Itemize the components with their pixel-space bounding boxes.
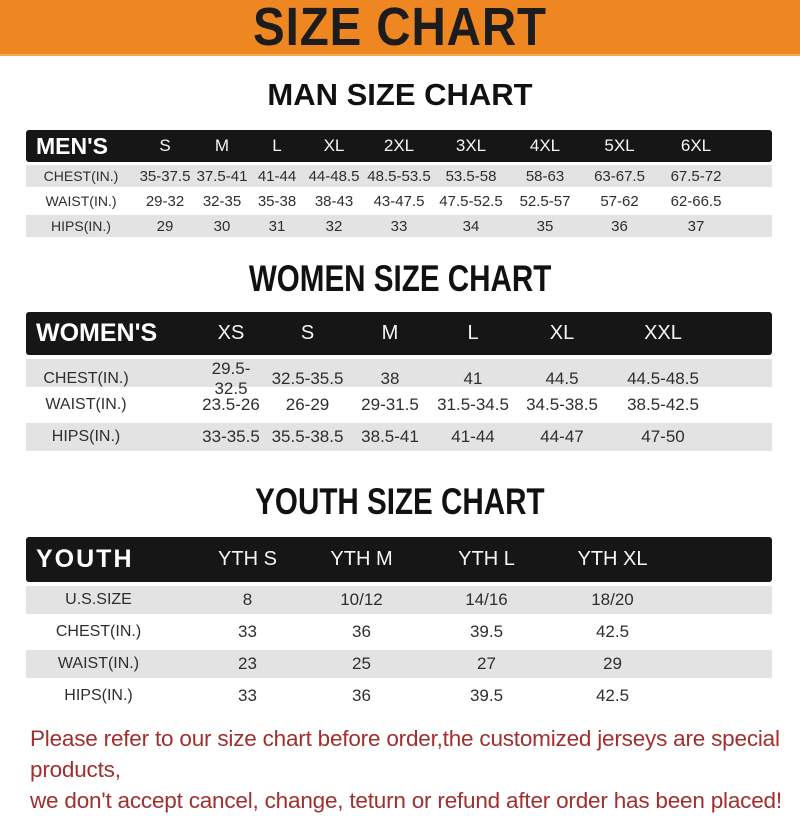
row-label: WAIST(IN.) <box>45 395 127 413</box>
footer-note-line2: we don't accept cancel, change, teturn or refund after order has been placed! <box>30 787 782 813</box>
row-value: 32.5-35.5 <box>271 368 344 388</box>
column-header: S <box>300 321 315 344</box>
table-header-label: MEN'S <box>36 132 108 159</box>
row-value: 25 <box>352 653 371 673</box>
women-size-table <box>26 312 772 451</box>
row-value: 29.5-32.5 <box>211 358 251 398</box>
row-value: 27 <box>477 653 496 673</box>
row-label: CHEST(IN.) <box>43 369 129 387</box>
column-header: 4XL <box>529 136 561 155</box>
youth-size-table <box>26 537 772 710</box>
table-row <box>26 423 772 451</box>
row-value: 34.5-38.5 <box>526 394 598 414</box>
row-value: 48.5-53.5 <box>367 167 431 185</box>
column-header: 3XL <box>455 136 487 155</box>
row-value: 41-44 <box>451 426 495 446</box>
row-value: 32-35 <box>202 192 242 210</box>
row-value: 47.5-52.5 <box>439 192 503 210</box>
row-value: 43-47.5 <box>373 192 425 210</box>
size-chart-banner <box>0 0 800 56</box>
row-value: 41-44 <box>257 167 297 185</box>
men-section-heading-text: MAN SIZE CHART <box>267 77 533 112</box>
column-header: YTH XL <box>577 547 648 570</box>
column-header: L <box>467 321 479 344</box>
footer-note <box>30 723 800 816</box>
row-value: 29 <box>156 217 174 235</box>
row-value: 62-66.5 <box>670 192 722 210</box>
row-value: 67.5-72 <box>670 167 722 185</box>
row-value: 39.5 <box>469 621 504 641</box>
row-value: 26-29 <box>285 394 330 414</box>
row-value: 37.5-41 <box>196 167 248 185</box>
youth-table-header-row <box>26 537 772 582</box>
row-label: U.S.SIZE <box>65 590 132 608</box>
row-value: 33 <box>238 621 257 641</box>
men-table-header-row <box>26 130 772 162</box>
column-header: YTH M <box>330 547 393 570</box>
row-value: 44-47 <box>540 426 584 446</box>
row-value: 36 <box>611 217 628 235</box>
row-value: 42.5 <box>595 621 630 641</box>
column-header: XL <box>323 136 345 155</box>
column-header: M <box>381 321 399 344</box>
row-value: 14/16 <box>465 589 508 609</box>
row-value: 44-48.5 <box>308 167 360 185</box>
footer-note-line1: Please refer to our size chart before order,the customized jerseys are special products, <box>30 725 780 782</box>
row-value: 29 <box>603 653 622 673</box>
row-label: HIPS(IN.) <box>51 427 121 445</box>
row-value: 41 <box>463 368 483 388</box>
table-row <box>26 586 772 614</box>
column-header: XS <box>217 321 245 344</box>
column-header: M <box>214 136 230 155</box>
row-value: 44.5 <box>545 368 579 388</box>
row-value: 30 <box>213 217 231 235</box>
row-value: 23.5-26 <box>202 394 260 414</box>
youth-table-body <box>26 586 772 710</box>
row-value: 35-37.5 <box>139 167 191 185</box>
men-table-body <box>26 165 772 237</box>
row-value: 44.5-48.5 <box>627 368 699 388</box>
row-value: 57-62 <box>600 192 639 210</box>
table-row <box>26 358 772 398</box>
row-label: HIPS(IN.) <box>51 218 111 234</box>
row-value: 52.5-57 <box>519 192 571 210</box>
table-row <box>26 391 772 419</box>
row-label: CHEST(IN.) <box>55 622 142 640</box>
banner-title: SIZE CHART <box>253 0 547 57</box>
row-value: 18/20 <box>591 589 634 609</box>
youth-section-heading-text: YOUTH SIZE CHART <box>255 480 545 522</box>
table-row <box>26 618 772 646</box>
column-header: XXL <box>644 321 682 344</box>
column-header: 5XL <box>604 136 635 155</box>
row-value: 38.5-42.5 <box>627 394 699 414</box>
row-value: 31.5-34.5 <box>437 394 509 414</box>
row-value: 35-38 <box>257 192 297 210</box>
men-size-table <box>26 130 772 237</box>
row-label: CHEST(IN.) <box>43 168 119 184</box>
column-header: XL <box>549 321 575 344</box>
row-label: WAIST(IN.) <box>45 193 117 209</box>
row-value: 29-31.5 <box>361 394 419 414</box>
row-value: 39.5 <box>469 685 504 705</box>
column-header: S <box>159 136 171 155</box>
women-table-body <box>26 359 772 451</box>
row-value: 38 <box>380 368 400 388</box>
men-section-heading <box>0 77 800 113</box>
row-value: 29-32 <box>145 192 185 210</box>
column-header: YTH S <box>218 547 277 570</box>
row-value: 33 <box>390 217 408 235</box>
column-header: 6XL <box>680 136 712 155</box>
table-row <box>26 650 772 678</box>
row-value: 53.5-58 <box>445 167 497 185</box>
table-row <box>26 215 772 237</box>
column-header: 2XL <box>383 136 415 155</box>
row-value: 31 <box>268 217 286 235</box>
table-header-label: WOMEN'S <box>36 318 158 347</box>
row-value: 47-50 <box>641 426 685 446</box>
table-row <box>26 682 772 710</box>
row-value: 8 <box>242 589 253 609</box>
row-label: WAIST(IN.) <box>57 654 140 672</box>
row-value: 33-35.5 <box>202 426 260 446</box>
column-header: L <box>272 136 282 155</box>
row-label: HIPS(IN.) <box>64 686 133 704</box>
row-value: 36 <box>352 685 371 705</box>
row-value: 63-67.5 <box>594 167 645 185</box>
row-value: 38.5-41 <box>361 426 419 446</box>
women-section-heading <box>0 260 800 299</box>
row-value: 32 <box>325 217 343 235</box>
table-header-label: YOUTH <box>36 544 134 573</box>
row-value: 42.5 <box>595 685 630 705</box>
row-value: 10/12 <box>340 589 383 609</box>
table-row <box>26 165 772 187</box>
row-value: 33 <box>238 685 257 705</box>
women-section-heading-text: WOMEN SIZE CHART <box>248 258 552 299</box>
row-value: 36 <box>352 621 371 641</box>
row-value: 58-63 <box>525 167 565 185</box>
row-value: 23 <box>238 653 257 673</box>
women-table-header-row <box>26 312 772 355</box>
youth-section-heading <box>0 480 800 522</box>
row-value: 38-43 <box>314 192 354 210</box>
row-value: 35.5-38.5 <box>271 426 344 446</box>
row-value: 34 <box>462 217 480 235</box>
row-value: 37 <box>687 217 705 235</box>
table-row <box>26 190 772 212</box>
row-value: 35 <box>536 217 554 235</box>
column-header: YTH L <box>458 547 515 570</box>
